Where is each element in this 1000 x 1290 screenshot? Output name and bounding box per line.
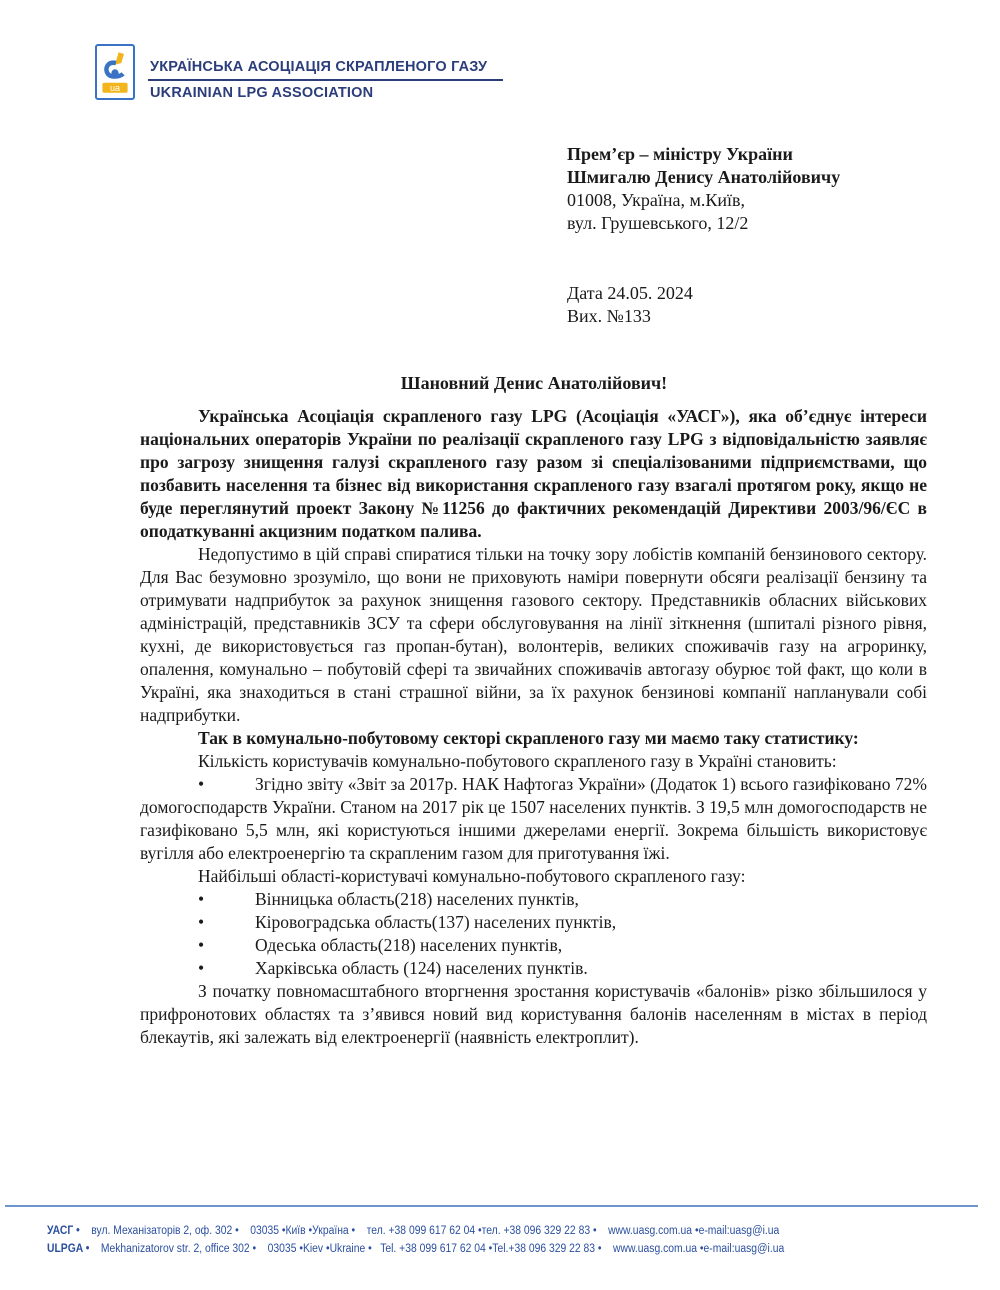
footer-rule xyxy=(5,1205,978,1207)
paragraph-intro: Українська Асоціація скрапленого газу LPG (Асоціація «УАСГ»), яка об’єднує інтереси національних операторів України по реалізації скрапленого газу LPG з відповідальністю заявляє про загрозу знищення галузі скрапленого газу разом зі спеціалізованими підприємствами, що позбавить населення та бізнес від використання скрапленого газу взагалі протягом року, якщо не буде переглянутий проект Закону №11256 до фактичних рекомендацій Директиви 2003/96/ЄС в оподаткуванні акцизним податком палива. xyxy=(140,406,927,541)
footer-web-ua[interactable]: www.uasg.com.ua •e-mail:uasg@i.ua xyxy=(608,1225,780,1237)
recipient-title: Прем’єр – міністру України xyxy=(567,144,793,164)
footer-web-en[interactable]: www.uasg.com.ua •e-mail:uasg@i.ua xyxy=(613,1243,785,1255)
paragraph-naftogaz-report xyxy=(140,773,927,865)
footer-city-en: 03035 •Kiev •Ukraine • xyxy=(267,1243,372,1255)
footer-ua xyxy=(47,1222,905,1240)
footer-org-ua: УАСГ • xyxy=(47,1225,80,1237)
paragraph-lobbyists: Недопустимо в цій справі спиратися тільки на точку зору лобістів компаній бензинового сектору. Для Вас безумовно зрозуміло, що вони не приховують наміри повернути обсяги реалізації бензину та отримувати надприбуток за рахунок знищення газового сектору. Представників обласних військових адміністрацій, представників ЗСУ та сфери обслуговування на лінії зіткнення (шпиталі різного рівня, кухні, де використовується газ пропан-бутан), волонтерів, великих споживачів газу на агроринку, опалення, комунально – побутовій сфері та звичайних споживачів автогазу обурює той факт, що коли в Україні, яка знаходиться в стані страшної війни, за їх рахунок бензинові компанії напланували собі надприбутки. xyxy=(140,544,927,725)
footer-city-ua: 03035 •Київ •Україна • xyxy=(250,1225,356,1237)
footer-org-en: ULPGA • xyxy=(47,1243,90,1255)
recipient-city: 01008, Україна, м.Київ, xyxy=(567,190,746,210)
recipient-block xyxy=(567,143,840,235)
association-logo xyxy=(95,44,135,100)
footer-address-en: Mekhanizatorov str. 2, office 302 • xyxy=(100,1243,257,1255)
org-name-ua: УКРАЇНСЬКА АСОЦІАЦІЯ СКРАПЛЕНОГО ГАЗУ xyxy=(150,59,488,75)
paragraph-invasion: З початку повномасштабного вторгнення зростання користувачів «балонів» різко збільшилося у прифронотових областях та з’явився новий вид користування балонів населенням в містах в період блекаутів, які залежать від електроенергії (наявність електроплит). xyxy=(140,981,927,1047)
list-item: • Харківська область (124) населених пунктів. xyxy=(140,957,927,980)
regions-list xyxy=(140,888,927,980)
list-item: • Одеська область(218) населених пунктів, xyxy=(140,934,927,957)
list-item: • Вінницька область(218) населених пунктів, xyxy=(140,888,927,911)
recipient-street: вул. Грушевського, 12/2 xyxy=(567,213,749,233)
footer-en xyxy=(47,1240,905,1258)
bullet-icon: • xyxy=(198,774,205,794)
body-and-footer xyxy=(0,405,1000,1258)
paragraph-regions-heading: Найбільші області-користувачі комунально-побутового скрапленого газу: xyxy=(198,866,746,886)
letter-body xyxy=(140,405,927,1205)
letter-meta xyxy=(567,282,693,328)
letter-number: Вих. №133 xyxy=(567,306,651,326)
recipient-name: Шмигалю Денису Анатолійовичу xyxy=(567,167,841,187)
footer-phones-en: Tel. +38 099 617 62 04 •Tel.+38 096 329 22 83 • xyxy=(380,1243,602,1255)
logo-ua-text: ua xyxy=(109,82,121,93)
gas-flame-logo-icon xyxy=(97,46,133,98)
paragraph-statistics-heading: Так в комунально-побутовому секторі скрапленого газу ми маємо таку статистику: xyxy=(198,728,859,748)
letter-date: Дата 24.05. 2024 xyxy=(567,283,693,303)
org-name-en: UKRAINIAN LPG ASSOCIATION xyxy=(150,85,374,101)
footer-address-ua: вул. Механізаторів 2, оф. 302 • xyxy=(91,1225,239,1237)
header-rule xyxy=(148,79,503,81)
naftogaz-report-text: Згідно звіту «Звіт за 2017р. НАК Нафтогаз України» (Додаток 1) всього газифіковано 72% домогосподарств України. Станом на 2017 рік це 1507 населених пунктів. З 19,5 млн домогосподарств не газифіковано 5,5 млн, які користуються іншими джерелами енергії. Зокрема більшість використовує вугілля або електроенергію та скрапленим газом для приготування їжі. xyxy=(140,774,927,863)
list-item: • Кіровоградська область(137) населених пунктів, xyxy=(140,911,927,934)
footer-phones-ua: тел. +38 099 617 62 04 •тел. +38 096 329 22 83 • xyxy=(366,1225,597,1237)
greeting: Шановний Денис Анатолійович! xyxy=(400,373,668,393)
paragraph-users-count: Кількість користувачів комунально-побутового скрапленого газу в Україні становить: xyxy=(198,751,837,771)
